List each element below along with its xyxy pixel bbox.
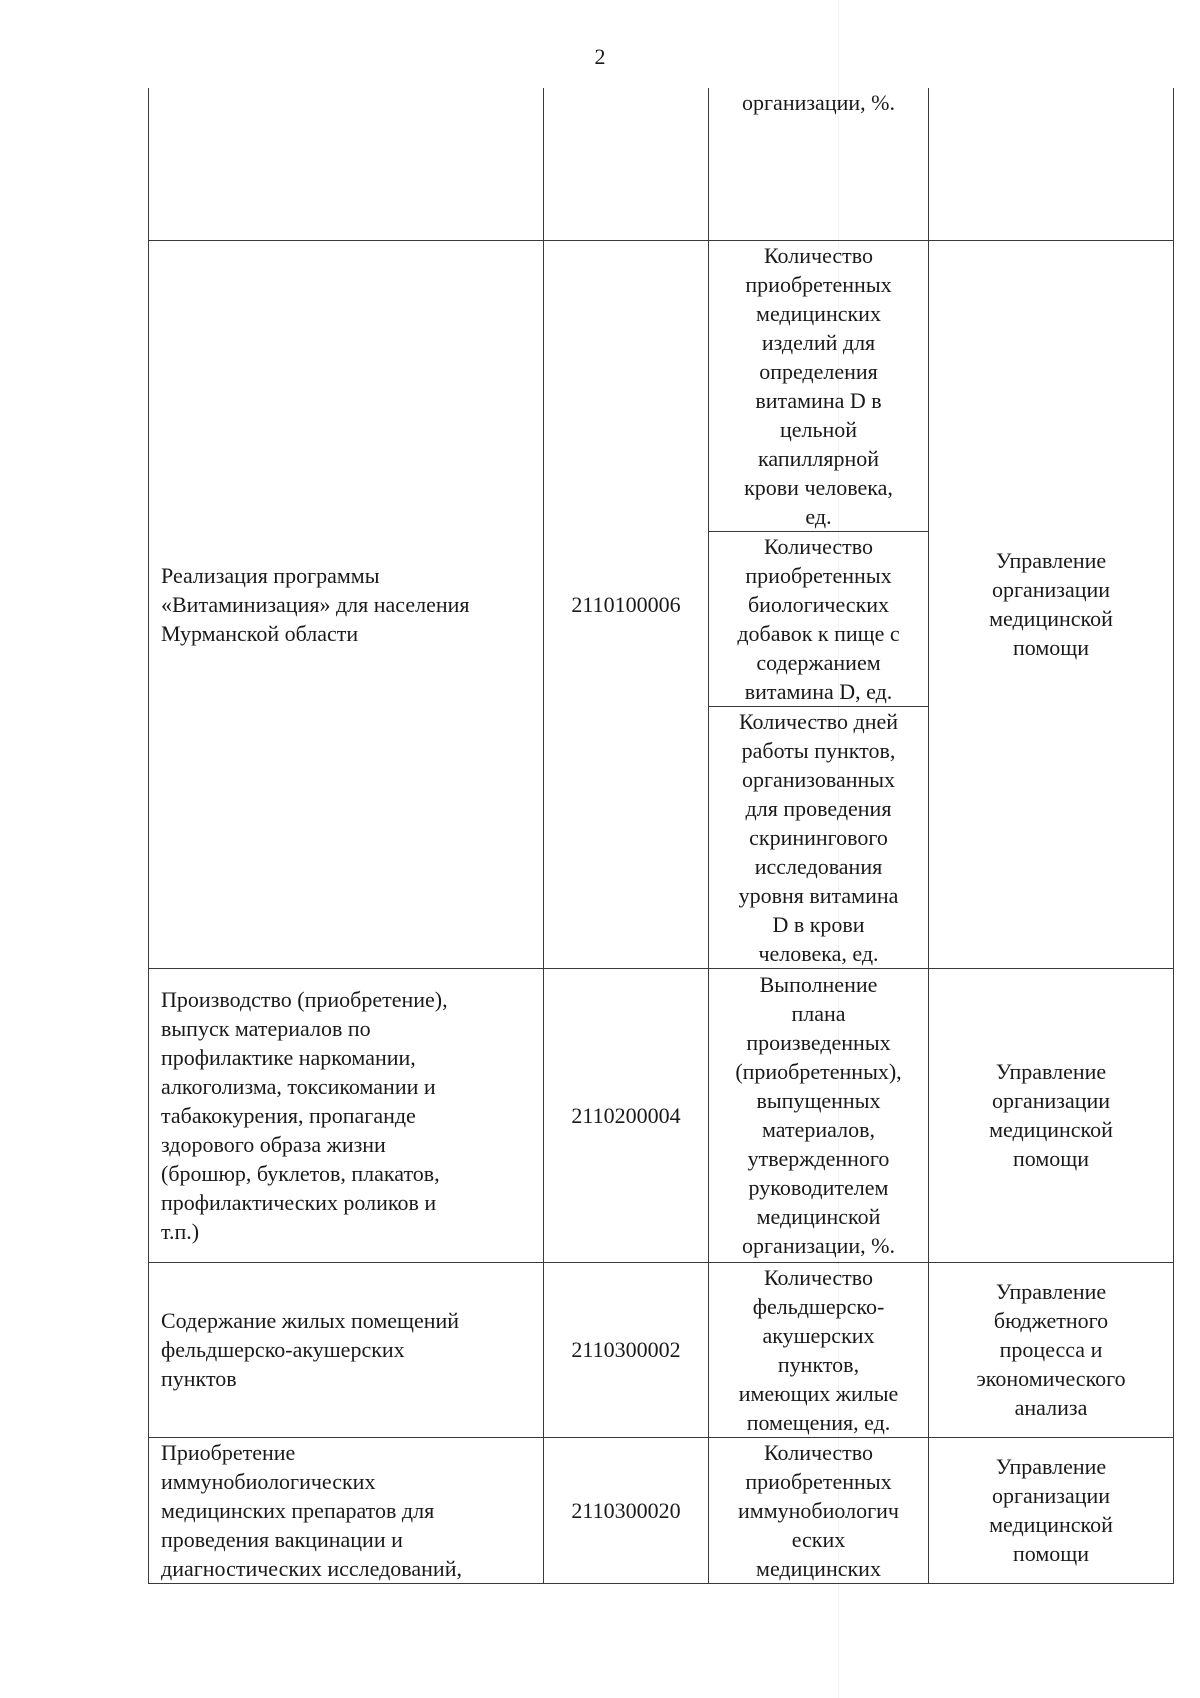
indicator-cell: Количество приобретенных биологических добавок к пище с содержанием витамина D, ед.	[709, 531, 929, 706]
activity-name-cell	[149, 88, 544, 240]
department-cell: Управление организации медицинской помощи	[929, 1437, 1174, 1583]
activity-name-cell: Содержание жилых помещений фельдшерско-акушерских пунктов	[149, 1262, 544, 1437]
activity-name-cell: Реализация программы «Витаминизация» для населения Мурманской области	[149, 240, 544, 968]
page-number: 2	[594, 44, 606, 69]
indicator-cell: Количество дней работы пунктов, организованных для проведения скринингового исследования уровня витамина D в крови человека, ед.	[709, 706, 929, 968]
code-cell: 2110300002	[544, 1262, 709, 1437]
code-cell: 2110100006	[544, 240, 709, 968]
indicator-cell: организации, %.	[709, 88, 929, 240]
department-cell: Управление бюджетного процесса и экономического анализа	[929, 1262, 1174, 1437]
department-cell: Управление организации медицинской помощи	[929, 240, 1174, 968]
program-table	[148, 88, 1174, 1584]
table-row-continuation	[149, 88, 1174, 240]
activity-name-cell: Производство (приобретение), выпуск материалов по профилактике наркомании, алкоголизма, токсикомании и табакокурения, пропаганде здорового образа жизни (брошюр, буклетов, плакатов, профилактических роликов и т.п.)	[149, 968, 544, 1262]
department-cell: Управление организации медицинской помощи	[929, 968, 1174, 1262]
table-row-housing	[149, 1262, 1174, 1437]
table-row-vaccination	[149, 1437, 1174, 1583]
table-row-vitaminization	[149, 240, 1174, 531]
table-row-materials	[149, 968, 1174, 1262]
indicator-cell: Выполнение плана произведенных (приобретенных), выпущенных материалов, утвержденного руководителем медицинской организации, %.	[709, 968, 929, 1262]
department-cell	[929, 88, 1174, 240]
indicator-cell: Количество фельдшерско- акушерских пунктов, имеющих жилые помещения, ед.	[709, 1262, 929, 1437]
code-cell: 2110300020	[544, 1437, 709, 1583]
indicator-cell: Количество приобретенных медицинских изделий для определения витамина D в цельной капиллярной крови человека, ед.	[709, 240, 929, 531]
code-cell: 2110200004	[544, 968, 709, 1262]
activity-name-cell: Приобретение иммунобиологических медицинских препаратов для проведения вакцинации и диагностических исследований,	[149, 1437, 544, 1583]
code-cell	[544, 88, 709, 240]
indicator-cell: Количество приобретенных иммунобиологич еских медицинских	[709, 1437, 929, 1583]
